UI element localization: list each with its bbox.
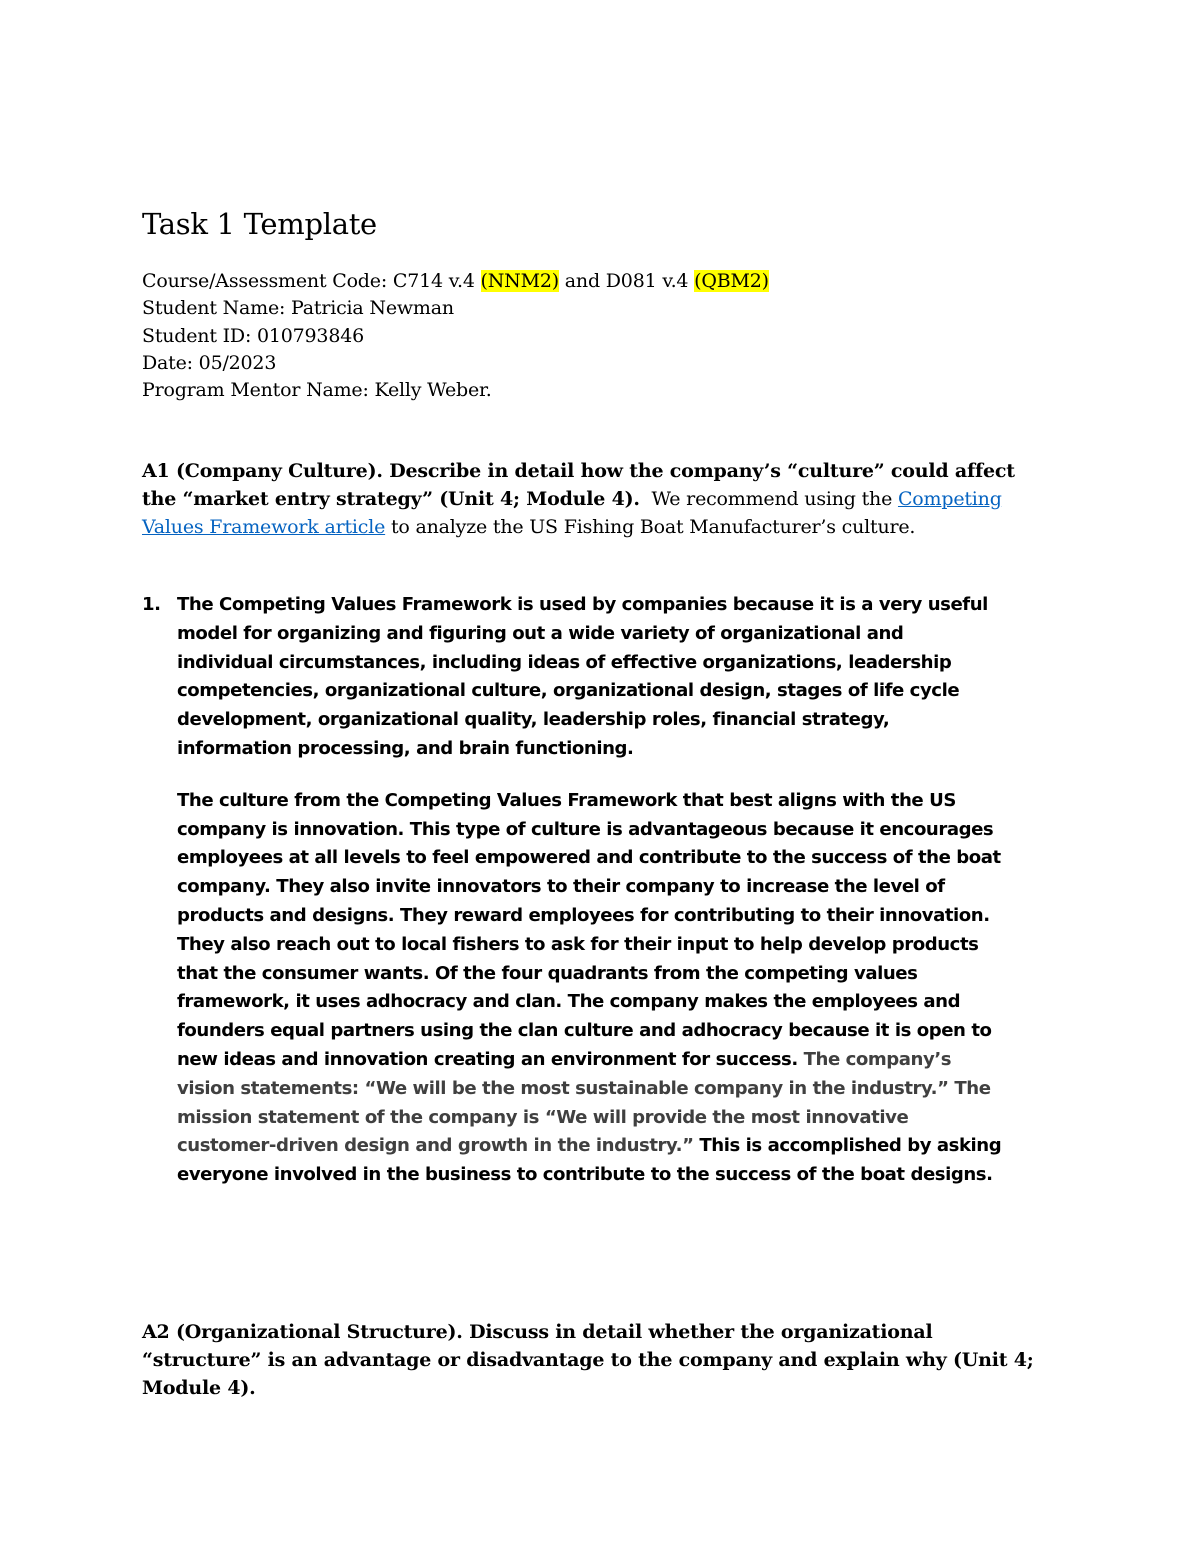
vision-mission-statement: The company’s vision statements: “We will be the most sustainable company in the industry.” The mission statement of the company is “We will provide the most innovative customer-driven design and growth in the industry.” — [177, 1048, 991, 1157]
program-mentor: Program Mentor Name: Kelly Weber. — [142, 379, 492, 402]
document-title: Task 1 Template — [142, 207, 377, 241]
a2-heading: A2 (Organizational Structure). Discuss in detail whether the organizational “structure” is an advantage or disadvantage to the company and explain why (Unit 4; Module 4). — [142, 1321, 1034, 1399]
section-a2 — [142, 1318, 1047, 1402]
course-code-label: Course/Assessment Code: C714 v.4 — [142, 270, 481, 292]
student-name: Student Name: Patricia Newman — [142, 297, 454, 320]
student-id: Student ID: 010793846 — [142, 324, 364, 347]
list-item-body — [177, 591, 1002, 1190]
course-code-highlight-2: (QBM2) — [694, 270, 769, 292]
answer-paragraph-2 — [177, 787, 1002, 1190]
course-code-highlight-1: (NNM2) — [480, 270, 559, 292]
a1-text-after-link: to analyze the US Fishing Boat Manufacturer’s culture. — [385, 516, 916, 538]
competing-values-framework-link[interactable]: Competing Values Framework article — [142, 488, 1002, 538]
answer-paragraph-2-end: This is accomplished by asking everyone involved in the business to contribute to the success of the boat designs. — [177, 1135, 1002, 1186]
answer-paragraph-1: The Competing Values Framework is used by companies because it is a very useful model for organizing and figuring out a wide variety of organizational and individual circumstances, including ideas of effective organizations, leadership competencies, organizational culture, organizational design, stages of life cycle development, organizational quality, leadership roles, financial strategy, information processing, and brain functioning. — [177, 594, 988, 759]
a1-heading: A1 (Company Culture). Describe in detail how the company’s “culture” could affect the “market entry strategy” (Unit 4; Module 4). — [142, 460, 1015, 510]
course-code-line — [142, 268, 769, 295]
course-code-mid: and D081 v.4 — [558, 270, 695, 292]
a1-text-before-link: We recommend using the — [639, 488, 898, 510]
document-metadata — [142, 268, 769, 404]
document-date: Date: 05/2023 — [142, 351, 277, 374]
list-number: 1. — [142, 594, 161, 615]
section-a1 — [142, 457, 1047, 541]
answer-list — [142, 591, 1002, 1190]
answer-paragraph-2-main: The culture from the Competing Values Framework that best aligns with the US company is innovation. This type of culture is advantageous because it encourages employees at all levels to feel empowered and contribute to the success of the boat company. They also invite innovators to their company to increase the level of products and designs. They reward employees for contributing to their innovation. They also reach out to local fishers to ask for their input to help develop products that the consumer wants. Of the four quadrants from the competing values framework, it uses adhocracy and clan. The company makes the employees and founders equal partners using the clan culture and adhocracy because it is open to new ideas and innovation creating an environment for success. — [177, 789, 1001, 1070]
